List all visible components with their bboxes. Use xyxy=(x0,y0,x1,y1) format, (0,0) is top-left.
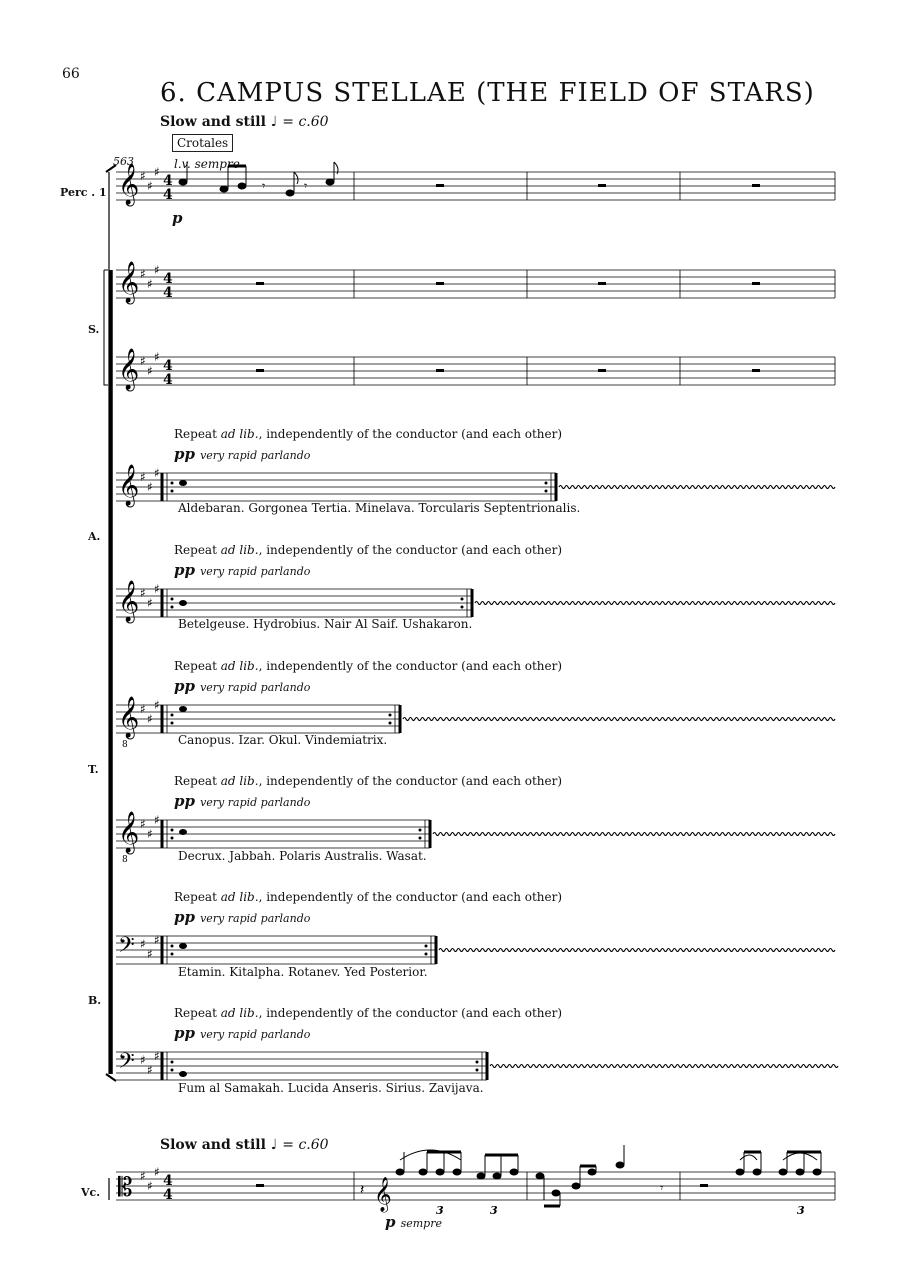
treble-clef-icon: 𝄞 xyxy=(118,349,140,390)
svg-text:♯: ♯ xyxy=(154,165,160,179)
svg-text:4: 4 xyxy=(163,1187,173,1203)
svg-text:♯: ♯ xyxy=(140,937,146,951)
svg-text:♯: ♯ xyxy=(154,263,160,277)
svg-text:♯: ♯ xyxy=(140,586,146,600)
svg-text:♯: ♯ xyxy=(154,466,160,480)
svg-text:♯: ♯ xyxy=(147,827,153,841)
page-number: 66 xyxy=(62,66,80,82)
quarter-note-icon: ♩ xyxy=(270,1137,278,1153)
svg-text:4: 4 xyxy=(163,271,173,287)
svg-text:3: 3 xyxy=(436,1204,444,1217)
cello-tempo-marking: Slow and still ♩ = c.60 xyxy=(160,1137,329,1153)
svg-text:4: 4 xyxy=(163,358,173,374)
cello-label: Vc. xyxy=(81,1186,101,1199)
svg-text:♯: ♯ xyxy=(147,364,153,378)
lyric-line: Decrux. Jabbah. Polaris Australis. Wasat. xyxy=(178,849,427,863)
lyric-line: Etamin. Kitalpha. Rotanev. Yed Posterior. xyxy=(178,965,428,979)
svg-text:4: 4 xyxy=(163,372,173,388)
repeat-direction: Repeat ad lib., independently of the conductor (and each other) xyxy=(174,890,563,904)
svg-text:♯: ♯ xyxy=(154,1165,160,1179)
whole-rests xyxy=(256,184,760,1187)
cello-staff xyxy=(116,1172,835,1200)
svg-text:♯: ♯ xyxy=(147,947,153,961)
treble-clef-icon: 𝄞 xyxy=(118,697,140,738)
svg-text:4: 4 xyxy=(163,173,173,189)
repeat-direction: Repeat ad lib., independently of the conductor (and each other) xyxy=(174,774,563,788)
percussion-dynamic: p xyxy=(172,209,183,227)
alto-label: A. xyxy=(88,530,101,543)
svg-text:♯: ♯ xyxy=(147,179,153,193)
bass-label: B. xyxy=(88,994,102,1007)
svg-text:4: 4 xyxy=(163,187,173,203)
treble-clef-icon: 𝄞 xyxy=(118,812,140,853)
bass-clef-icon: 𝄢 xyxy=(118,933,135,963)
svg-text:♯: ♯ xyxy=(140,817,146,831)
parlando-marking: pp very rapid parlando xyxy=(174,1024,311,1042)
svg-text:♯: ♯ xyxy=(154,1049,160,1063)
svg-text:♯: ♯ xyxy=(147,1179,153,1193)
alto-clef-icon: 𝄡 xyxy=(118,1173,133,1203)
tenor-label: T. xyxy=(88,763,99,776)
soprano-staff-1 xyxy=(116,270,835,298)
svg-text:♯: ♯ xyxy=(154,350,160,364)
bass-clef-icon: 𝄢 xyxy=(118,1049,135,1079)
svg-text:♯: ♯ xyxy=(140,354,146,368)
svg-text:𝄞: 𝄞 xyxy=(374,1177,392,1212)
key-signature-glyphs xyxy=(140,165,160,1193)
svg-text:♯: ♯ xyxy=(147,712,153,726)
cello-dynamic-marking: p sempre xyxy=(385,1213,442,1231)
svg-text:♯: ♯ xyxy=(147,480,153,494)
svg-text:♯: ♯ xyxy=(140,1053,146,1067)
svg-text:♯: ♯ xyxy=(140,1169,146,1183)
time-signature-glyphs xyxy=(163,173,173,1203)
treble-clef-icon: 𝄞 xyxy=(118,581,140,622)
voice-staves xyxy=(116,464,838,1080)
soprano-staff-2 xyxy=(116,357,835,385)
instrument-box: Crotales xyxy=(172,134,233,152)
svg-text:3: 3 xyxy=(490,1204,498,1217)
parlando-marking: pp very rapid parlando xyxy=(174,677,311,695)
tempo-text: Slow and still xyxy=(160,114,266,130)
lyric-line: Fum al Samakah. Lucida Anseris. Sirius. Zavijava. xyxy=(178,1081,484,1095)
svg-text:♯: ♯ xyxy=(154,582,160,596)
svg-text:𝄾: 𝄾 xyxy=(304,179,308,193)
svg-text:3: 3 xyxy=(797,1204,805,1217)
repeat-direction: Repeat ad lib., independently of the conductor (and each other) xyxy=(174,659,563,673)
svg-text:♯: ♯ xyxy=(140,267,146,281)
svg-text:4: 4 xyxy=(163,1173,173,1189)
technique-marking: l.v. sempre xyxy=(174,157,240,171)
svg-text:♯: ♯ xyxy=(147,1063,153,1077)
svg-text:♯: ♯ xyxy=(154,813,160,827)
tuplet-numbers xyxy=(436,1204,805,1217)
svg-text:𝄾: 𝄾 xyxy=(262,179,266,193)
svg-text:8: 8 xyxy=(122,740,128,750)
repeat-direction: Repeat ad lib., independently of the conductor (and each other) xyxy=(174,427,563,441)
treble-clef-icon: 𝄞 xyxy=(118,465,140,506)
svg-text:♯: ♯ xyxy=(140,169,146,183)
parlando-marking: pp very rapid parlando xyxy=(174,561,311,579)
svg-text:4: 4 xyxy=(163,285,173,301)
repeat-direction: Repeat ad lib., independently of the conductor (and each other) xyxy=(174,543,563,557)
svg-text:♯: ♯ xyxy=(147,277,153,291)
lyric-line: Aldebaran. Gorgonea Tertia. Minelava. Torcularis Septentrionalis. xyxy=(178,501,581,515)
soprano-label: S. xyxy=(88,323,100,336)
page-title: 6. CAMPUS STELLAE (THE FIELD OF STARS) xyxy=(160,78,815,108)
percussion-label: Perc . 1 xyxy=(60,186,107,199)
parlando-marking: pp very rapid parlando xyxy=(174,445,311,463)
svg-text:♯: ♯ xyxy=(140,702,146,716)
lyric-line: Betelgeuse. Hydrobius. Nair Al Saif. Ushakaron. xyxy=(178,617,473,631)
svg-text:♯: ♯ xyxy=(140,470,146,484)
bar-number: 563 xyxy=(113,155,134,168)
svg-text:𝄾: 𝄾 xyxy=(660,1181,664,1195)
treble-clef-icon: 𝄞 xyxy=(118,262,140,303)
svg-text:♯: ♯ xyxy=(147,596,153,610)
parlando-marking: pp very rapid parlando xyxy=(174,908,311,926)
svg-text:♯: ♯ xyxy=(154,698,160,712)
svg-text:♯: ♯ xyxy=(154,933,160,947)
parlando-marking: pp very rapid parlando xyxy=(174,792,311,810)
treble-clef-icon: 𝄞 xyxy=(118,164,140,205)
repeat-direction: Repeat ad lib., independently of the conductor (and each other) xyxy=(174,1006,563,1020)
tempo-value: = c.60 xyxy=(282,114,329,130)
svg-text:8: 8 xyxy=(122,855,128,865)
lyric-line: Canopus. Izar. Okul. Vindemiatrix. xyxy=(178,733,388,747)
quarter-note-icon: ♩ xyxy=(270,114,278,130)
svg-text:𝄽: 𝄽 xyxy=(360,1182,365,1198)
